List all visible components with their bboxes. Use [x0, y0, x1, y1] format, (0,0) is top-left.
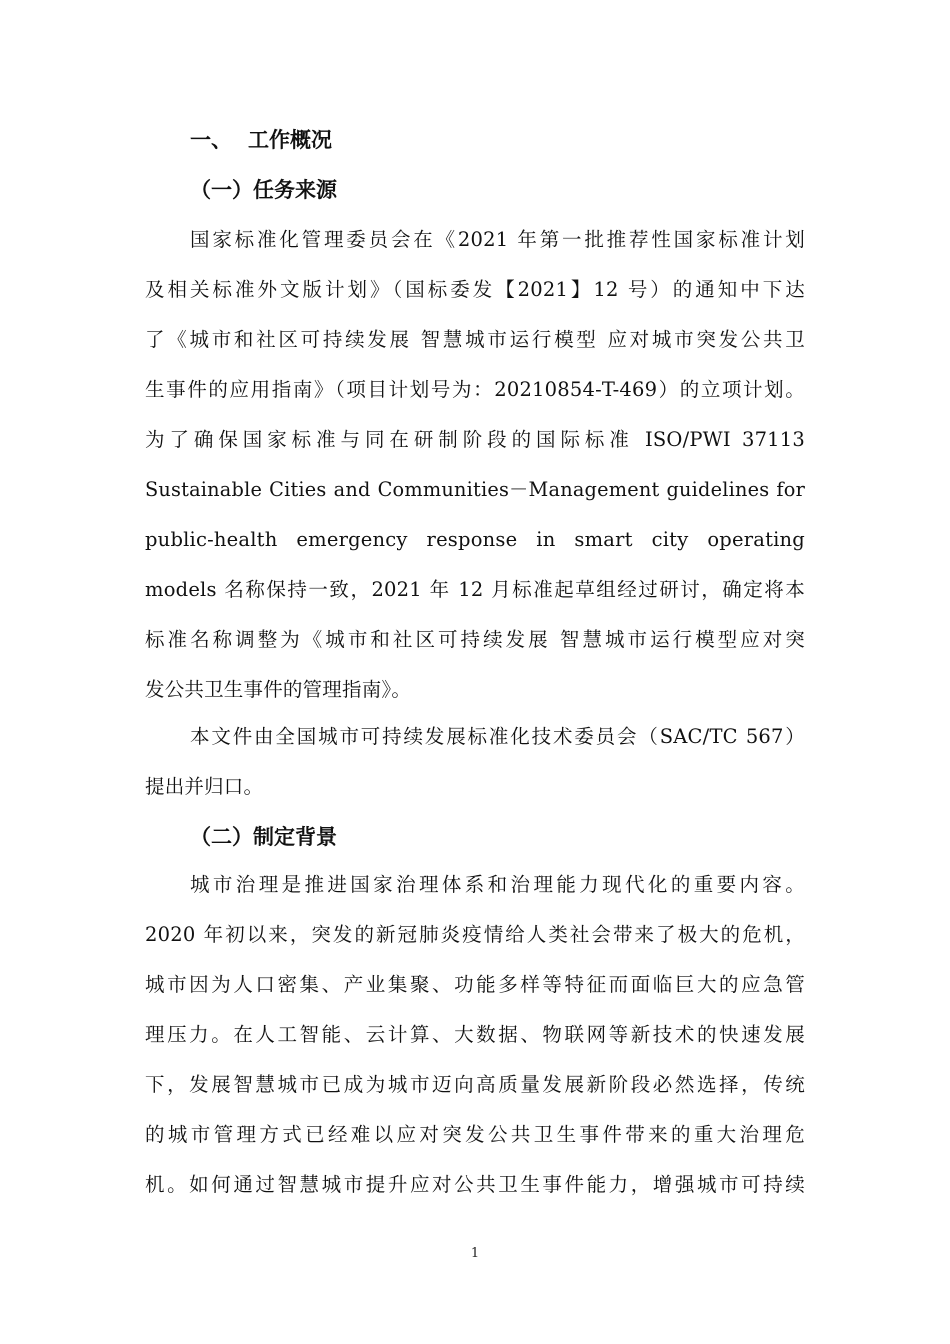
subsection-heading-task-source: （一）任务来源 — [190, 178, 337, 202]
text-line: 机。如何通过智慧城市提升应对公共卫生事件能力，增强城市可持续 — [145, 1173, 805, 1196]
text-line: 的城市管理方式已经难以应对突发公共卫生事件带来的重大治理危 — [145, 1123, 805, 1146]
text-line: 本文件由全国城市可持续发展标准化技术委员会（SAC/TC 567） — [190, 725, 805, 748]
text-line: 国家标准化管理委员会在《2021 年第一批推荐性国家标准计划 — [190, 228, 805, 251]
text-line: 下，发展智慧城市已成为城市迈向高质量发展新阶段必然选择，传统 — [145, 1073, 805, 1096]
text-line: Sustainable Cities and Communities－Management guidelines for — [145, 478, 805, 501]
section-heading — [190, 125, 332, 155]
text-line: 生事件的应用指南》（项目计划号为：20210854-T-469）的立项计划。 — [145, 378, 805, 401]
text-line: 理压力。在人工智能、云计算、大数据、物联网等新技术的快速发展 — [145, 1023, 805, 1046]
text-line: 2020 年初以来，突发的新冠肺炎疫情给人类社会带来了极大的危机， — [145, 923, 805, 946]
text-line: public-health emergency response in smart city operating — [145, 528, 805, 551]
paragraph-task-source — [145, 215, 805, 715]
subsection-heading-background: （二）制定背景 — [190, 825, 337, 849]
section-number: 一、 — [190, 128, 232, 152]
text-line: models 名称保持一致，2021 年 12 月标准起草组经过研讨，确定将本 — [145, 578, 805, 601]
text-line: 城市治理是推进国家治理体系和治理能力现代化的重要内容。 — [190, 873, 805, 896]
section-title: 工作概况 — [248, 128, 332, 152]
text-line: 了《城市和社区可持续发展 智慧城市运行模型 应对城市突发公共卫 — [145, 328, 805, 351]
page-number: 1 — [470, 1246, 480, 1261]
text-line: 城市因为人口密集、产业集聚、功能多样等特征而面临巨大的应急管 — [145, 973, 805, 996]
text-line: 标准名称调整为《城市和社区可持续发展 智慧城市运行模型应对突 — [145, 628, 805, 651]
text-line: 及相关标准外文版计划》（国标委发【2021】12 号）的通知中下达 — [145, 278, 805, 301]
paragraph-background — [145, 860, 805, 1210]
text-line: 为了确保国家标准与同在研制阶段的国际标准 ISO/PWI 37113 — [145, 428, 805, 451]
paragraph-committee — [145, 712, 805, 812]
text-line: 提出并归口。 — [145, 775, 264, 798]
text-line: 发公共卫生事件的管理指南》。 — [145, 678, 412, 701]
